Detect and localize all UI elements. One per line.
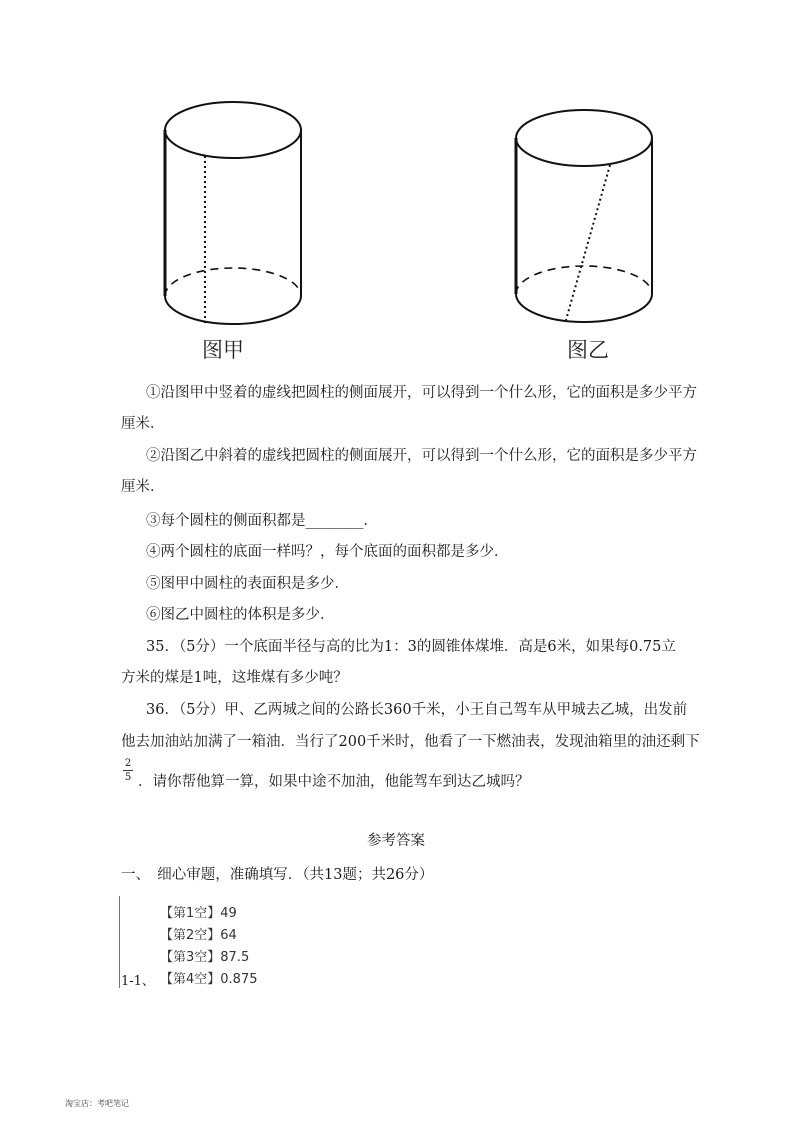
blank-tag: 【第1空】 — [160, 906, 221, 921]
q34-part2-line2: 厘米． — [121, 479, 165, 495]
blank-value: 0.875 — [220, 972, 258, 987]
answer-blank-1 — [160, 902, 237, 921]
q34-part6: ⑥图乙中圆柱的体积是多少． — [146, 607, 335, 623]
answer-blank-4 — [160, 968, 258, 987]
q36-line2: 他去加油站加满了一箱油．当行了200千米时，他看了一下燃油表，发现油箱里的油还剩下 — [121, 734, 700, 750]
q36-line3: ．请你帮他算一算，如果中途不加油，他能驾车到达乙城吗？ — [138, 774, 530, 790]
q34-part2-line1: ②沿图乙中斜着的虚线把圆柱的侧面展开，可以得到一个什么形，它的面积是多少平方 — [146, 448, 697, 464]
cylinders-figure — [150, 98, 670, 338]
q34-part5: ⑤图甲中圆柱的表面积是多少． — [146, 576, 349, 592]
q34-part4: ④两个圆柱的底面一样吗？，每个底面的面积都是多少． — [146, 544, 509, 560]
answer-item-label: 1-1、 — [121, 974, 155, 989]
q36-line1: 36．（5分）甲、乙两城之间的公路长360千米，小王自己驾车从甲城去乙城，出发前 — [146, 702, 688, 718]
blank-tag: 【第2空】 — [160, 928, 221, 943]
fraction-bar — [123, 770, 133, 771]
blank-tag: 【第4空】 — [160, 972, 221, 987]
answer-blank-2 — [160, 924, 237, 943]
q34-part1-line1: ①沿图甲中竖着的虚线把圆柱的侧面展开，可以得到一个什么形，它的面积是多少平方 — [146, 385, 697, 401]
blank-value: 49 — [220, 906, 237, 921]
answers-title: 参考答案 — [367, 833, 425, 849]
fraction-numerator: 2 — [124, 758, 132, 769]
q36-fraction — [122, 758, 134, 783]
figure-label-jia: 图甲 — [202, 338, 244, 362]
q35-line1: 35．（5分）一个底面半径与高的比为1：3的圆锥体煤堆．高是6米，如果每0.75立 — [146, 639, 676, 655]
blank-tag: 【第3空】 — [160, 950, 221, 965]
footer-shop-name: 淘宝店：考吧笔记 — [65, 1099, 129, 1108]
cylinder-jia — [165, 102, 301, 324]
blank-value: 64 — [220, 928, 237, 943]
fraction-denominator: 5 — [124, 772, 132, 783]
blank-value: 87.5 — [220, 950, 250, 965]
figure-label-yi: 图乙 — [567, 338, 609, 362]
q35-line2: 方米的煤是1吨，这堆煤有多少吨？ — [121, 670, 348, 686]
q34-part3: ③每个圆柱的侧面积都是________． — [146, 513, 378, 529]
answers-section-1: 一、 细心审题，准确填写．（共13题；共26分） — [121, 867, 434, 883]
q34-part1-line2: 厘米． — [121, 416, 165, 432]
cylinder-yi — [516, 110, 652, 322]
answer-blank-3 — [160, 946, 249, 965]
